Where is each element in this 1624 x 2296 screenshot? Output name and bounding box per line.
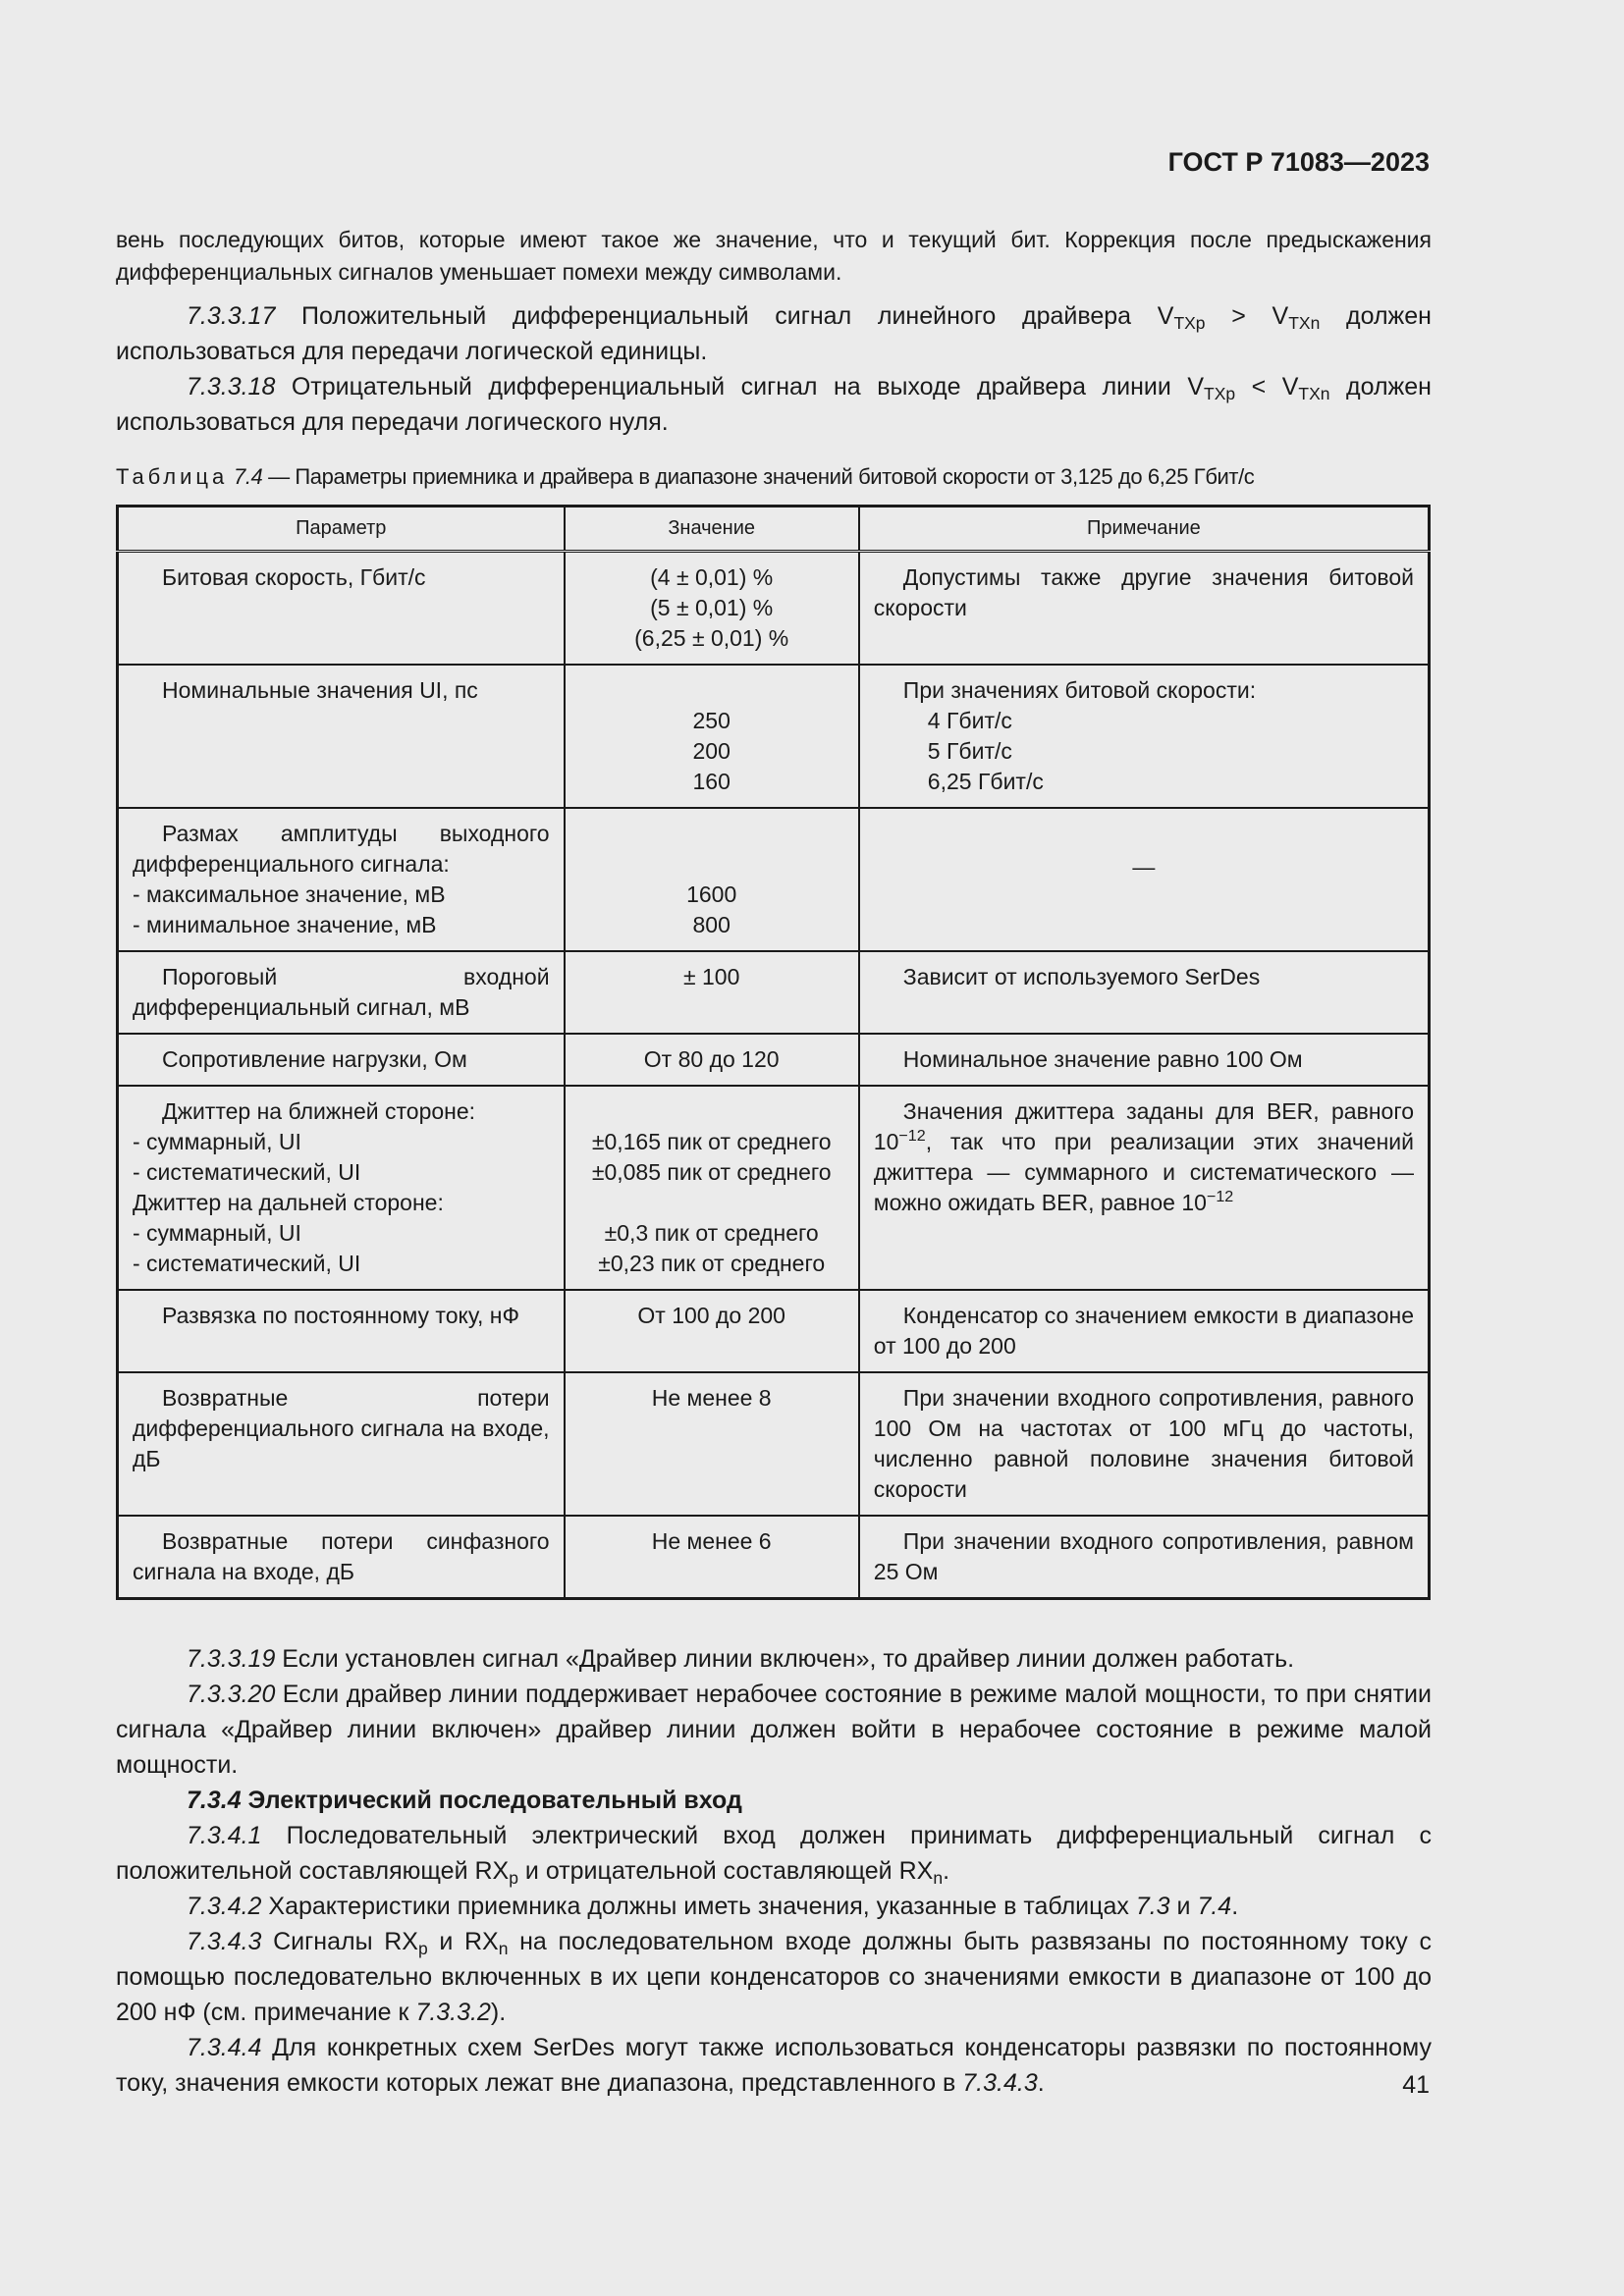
header-parameter: Параметр <box>118 507 565 552</box>
paragraph-7-3-4-4: 7.3.4.4 Для конкретных схем SerDes могут также использоваться конденсаторы развязки по постоянному току, значения емкости которых лежат вне диапазона, представленного в 7.3.4.3. <box>116 2034 1432 2097</box>
cell-note: При значениях битовой скорости: 4 Гбит/с 5 Гбит/с 6,25 Гбит/с <box>859 665 1430 808</box>
header-note: Примечание <box>859 507 1430 552</box>
paragraph-7-3-4-3: 7.3.4.3 Сигналы $RX_p$ и $RX_n$ на последовательном входе должны быть развязаны по постоянному току с помощью последовательно включенных в их цепи конденсаторов со значениями емкости в диапазоне от 100 до 200 нФ (см. примечание к 7.3.3.2). <box>116 1928 1432 2026</box>
cell-param: Возвратные потери дифференциального сигнала на входе, дБ <box>118 1372 565 1516</box>
cell-value: 250 200 160 <box>565 665 859 808</box>
table-row <box>118 808 1430 951</box>
cell-value: От 80 до 120 <box>565 1034 859 1086</box>
table-row <box>118 1290 1430 1372</box>
paragraph-7-3-3-17: 7.3.3.17 Положительный дифференциальный сигнал линейного драйвера $V_{TXp} > V_{TXn}$ должен использоваться для передачи логической единицы. <box>116 302 1432 365</box>
cell-note: Допустимы также другие значения битовой скорости <box>859 552 1430 666</box>
table-row <box>118 1516 1430 1599</box>
paragraph-continuation: вень последующих битов, которые имеют такое же значение, что и текущий бит. Коррекция после предыскажения дифференциальных сигналов уменьшает помехи между символами. <box>116 227 1432 285</box>
cell-note: Значения джиттера заданы для BER, равного $10^{-12}$, так что при реализации этих значений джиттера — суммарного и систематического — можно ожидать BER, равное $10^{-12}$ <box>859 1086 1430 1290</box>
cell-note: Конденсатор со значением емкости в диапазоне от 100 до 200 <box>859 1290 1430 1372</box>
cell-value: (4 ± 0,01) % (5 ± 0,01) % (6,25 ± 0,01) % <box>565 552 859 666</box>
cell-param: Битовая скорость, Гбит/с <box>118 552 565 666</box>
table-row <box>118 1086 1430 1290</box>
cell-value: ±0,165 пик от среднего ±0,085 пик от среднего ±0,3 пик от среднего ±0,23 пик от среднего <box>565 1086 859 1290</box>
cell-note: При значении входного сопротивления, равного 100 Ом на частотах от 100 мГц до частоты, численно равной половине значения битовой скорости <box>859 1372 1430 1516</box>
cell-param: Номинальные значения UI, пс <box>118 665 565 808</box>
paragraph-7-3-4-2: 7.3.4.2 Характеристики приемника должны иметь значения, указанные в таблицах 7.3 и 7.4. <box>187 1893 1239 1920</box>
document-id: ГОСТ Р 71083—2023 <box>1167 147 1430 177</box>
page-content <box>116 224 1432 2101</box>
table-header-row <box>118 507 1430 552</box>
table-row <box>118 552 1430 666</box>
parameters-table <box>116 505 1431 1600</box>
table-row <box>118 665 1430 808</box>
header-value: Значение <box>565 507 859 552</box>
page-number: 41 <box>1402 2071 1430 2099</box>
cell-note: При значении входного сопротивления, равном 25 Ом <box>859 1516 1430 1599</box>
paragraph-7-3-3-19: 7.3.3.19 Если установлен сигнал «Драйвер линии включен», то драйвер линии должен работать. <box>187 1645 1295 1673</box>
cell-param: Сопротивление нагрузки, Ом <box>118 1034 565 1086</box>
cell-value: Не менее 8 <box>565 1372 859 1516</box>
table-caption: Таблица 7.4 — Параметры приемника и драйвера в диапазоне значений битовой скорости от 3,125 до 6,25 Гбит/с <box>116 464 1255 489</box>
cell-note: — <box>859 808 1430 951</box>
cell-param: Джиттер на ближней стороне: - суммарный, UI - систематический, UI Джиттер на дальней стороне: - суммарный, UI - систематический, UI <box>118 1086 565 1290</box>
cell-note: Зависит от используемого SerDes <box>859 951 1430 1034</box>
cell-value: 1600 800 <box>565 808 859 951</box>
cell-param: Размах амплитуды выходного дифференциального сигнала: - максимальное значение, мВ - минимальное значение, мВ <box>118 808 565 951</box>
cell-value: От 100 до 200 <box>565 1290 859 1372</box>
paragraph-7-3-3-18: 7.3.3.18 Отрицательный дифференциальный сигнал на выходе драйвера линии $V_{TXp} < V_{TXn}$ должен использоваться для передачи логического нуля. <box>116 373 1432 436</box>
table-row <box>118 1372 1430 1516</box>
cell-param: Развязка по постоянному току, нФ <box>118 1290 565 1372</box>
cell-param: Возвратные потери синфазного сигнала на входе, дБ <box>118 1516 565 1599</box>
cell-value: Не менее 6 <box>565 1516 859 1599</box>
cell-value: ± 100 <box>565 951 859 1034</box>
section-heading-7-3-4: 7.3.4 Электрический последовательный вход <box>187 1787 742 1814</box>
table-row <box>118 951 1430 1034</box>
paragraph-7-3-3-20: 7.3.3.20 Если драйвер линии поддерживает нерабочее состояние в режиме малой мощности, то при снятии сигнала «Драйвер линии включен» драйвер линии должен войти в нерабочее состояние в режиме малой мощности. <box>116 1681 1432 1779</box>
cell-note: Номинальное значение равно 100 Ом <box>859 1034 1430 1086</box>
paragraph-7-3-4-1: 7.3.4.1 Последовательный электрический вход должен принимать дифференциальный сигнал с положительной составляющей $RX_p$ и отрицательной составляющей $RX_n$. <box>116 1822 1432 1888</box>
cell-param: Пороговый входной дифференциальный сигнал, мВ <box>118 951 565 1034</box>
table-row <box>118 1034 1430 1086</box>
